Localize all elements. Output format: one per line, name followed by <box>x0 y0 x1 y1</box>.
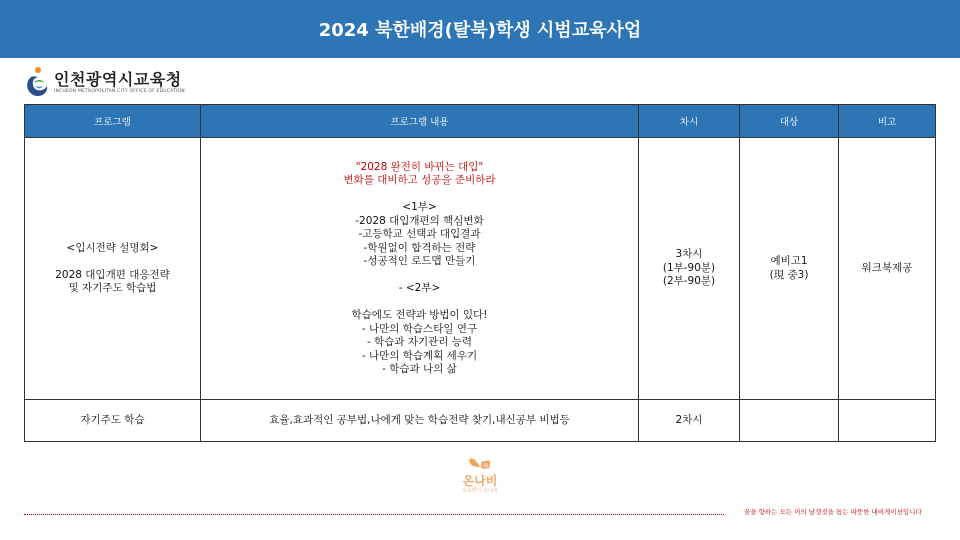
content-cell: 효율,효과적인 공부법,나에게 맞는 학습전략 찾기,내신공부 비법등 <box>201 400 639 442</box>
content-line: - 나만의 학습계획 세우기 <box>361 349 478 362</box>
content-headline: "2028 완전히 바뀌는 대입" <box>355 160 484 173</box>
table-row <box>25 138 936 400</box>
part-label: - <2부> <box>398 282 441 294</box>
session-cell: 2차시 <box>639 400 740 442</box>
header-bar <box>0 0 960 58</box>
content-line: -학원없이 합격하는 전략 <box>363 241 476 254</box>
target-detail: (現 중3) <box>769 268 809 281</box>
content-headline: 변화를 대비하고 성공을 준비하라 <box>343 174 496 186</box>
note-cell <box>839 400 936 442</box>
column-header-target: 대상 <box>740 105 839 138</box>
column-header-program: 프로그램 <box>25 105 201 138</box>
target-cell <box>740 138 839 400</box>
program-cell <box>25 138 201 400</box>
program-subtitle: 2028 대입개편 대응전략 <box>55 268 170 281</box>
onnabi-tagline: 교육받기 유나비 <box>462 488 498 494</box>
target-cell <box>740 400 839 442</box>
logo-korean-name: 인천광역시교육청 <box>54 70 182 89</box>
session-cell <box>639 138 740 400</box>
program-title: <입시전략 설명회> <box>66 241 159 254</box>
footer-divider <box>24 514 724 515</box>
office-of-education-logo <box>24 66 185 100</box>
content-cell <box>201 138 639 400</box>
content-line: - 학습과 자기관리 능력 <box>366 336 473 348</box>
butterfly-icon <box>465 453 495 471</box>
note-cell: 워크북제공 <box>839 138 936 400</box>
content-subheading: 학습에도 전략과 방법이 있다! <box>351 309 488 321</box>
content-line: -고등학교 선택과 대입결과 <box>358 228 481 240</box>
table-row <box>25 400 936 442</box>
session-count: 3차시 <box>675 248 703 261</box>
part-label: <1부> <box>402 201 437 213</box>
content-line: - 나만의 학습스타일 연구 <box>361 322 478 335</box>
program-subtitle: 및 자기주도 학습법 <box>68 282 157 294</box>
content-line: -2028 대입개편의 핵심변화 <box>355 214 484 227</box>
program-table <box>24 104 936 442</box>
logo-english-name: INCHEON METROPOLITAN CITY OFFICE OF EDUCATION <box>54 89 185 94</box>
onnabi-logo <box>440 453 520 495</box>
session-detail: (1부-90분) <box>662 261 716 274</box>
program-cell: 자기주도 학습 <box>25 400 201 442</box>
content-line: - 학습과 나의 삶 <box>382 363 457 375</box>
content-line: -성공적인 로드맵 만들기 <box>363 255 476 267</box>
table-header-row <box>25 105 936 138</box>
column-header-session: 차시 <box>639 105 740 138</box>
session-detail: (2부-90분) <box>662 275 716 288</box>
footer-slogan: 꿈을 향하는 모든 이의 날갯짓을 돕는 따뜻한 내비게이션입니다 <box>744 508 922 516</box>
emblem-icon <box>24 66 50 100</box>
target-label: 예비고1 <box>770 255 808 267</box>
column-header-content: 프로그램 내용 <box>201 105 639 138</box>
column-header-note: 비고 <box>839 105 936 138</box>
onnabi-name: 온나비 <box>462 474 498 488</box>
page-title: 2024 북한배경(탈북)학생 시범교육사업 <box>318 20 642 41</box>
